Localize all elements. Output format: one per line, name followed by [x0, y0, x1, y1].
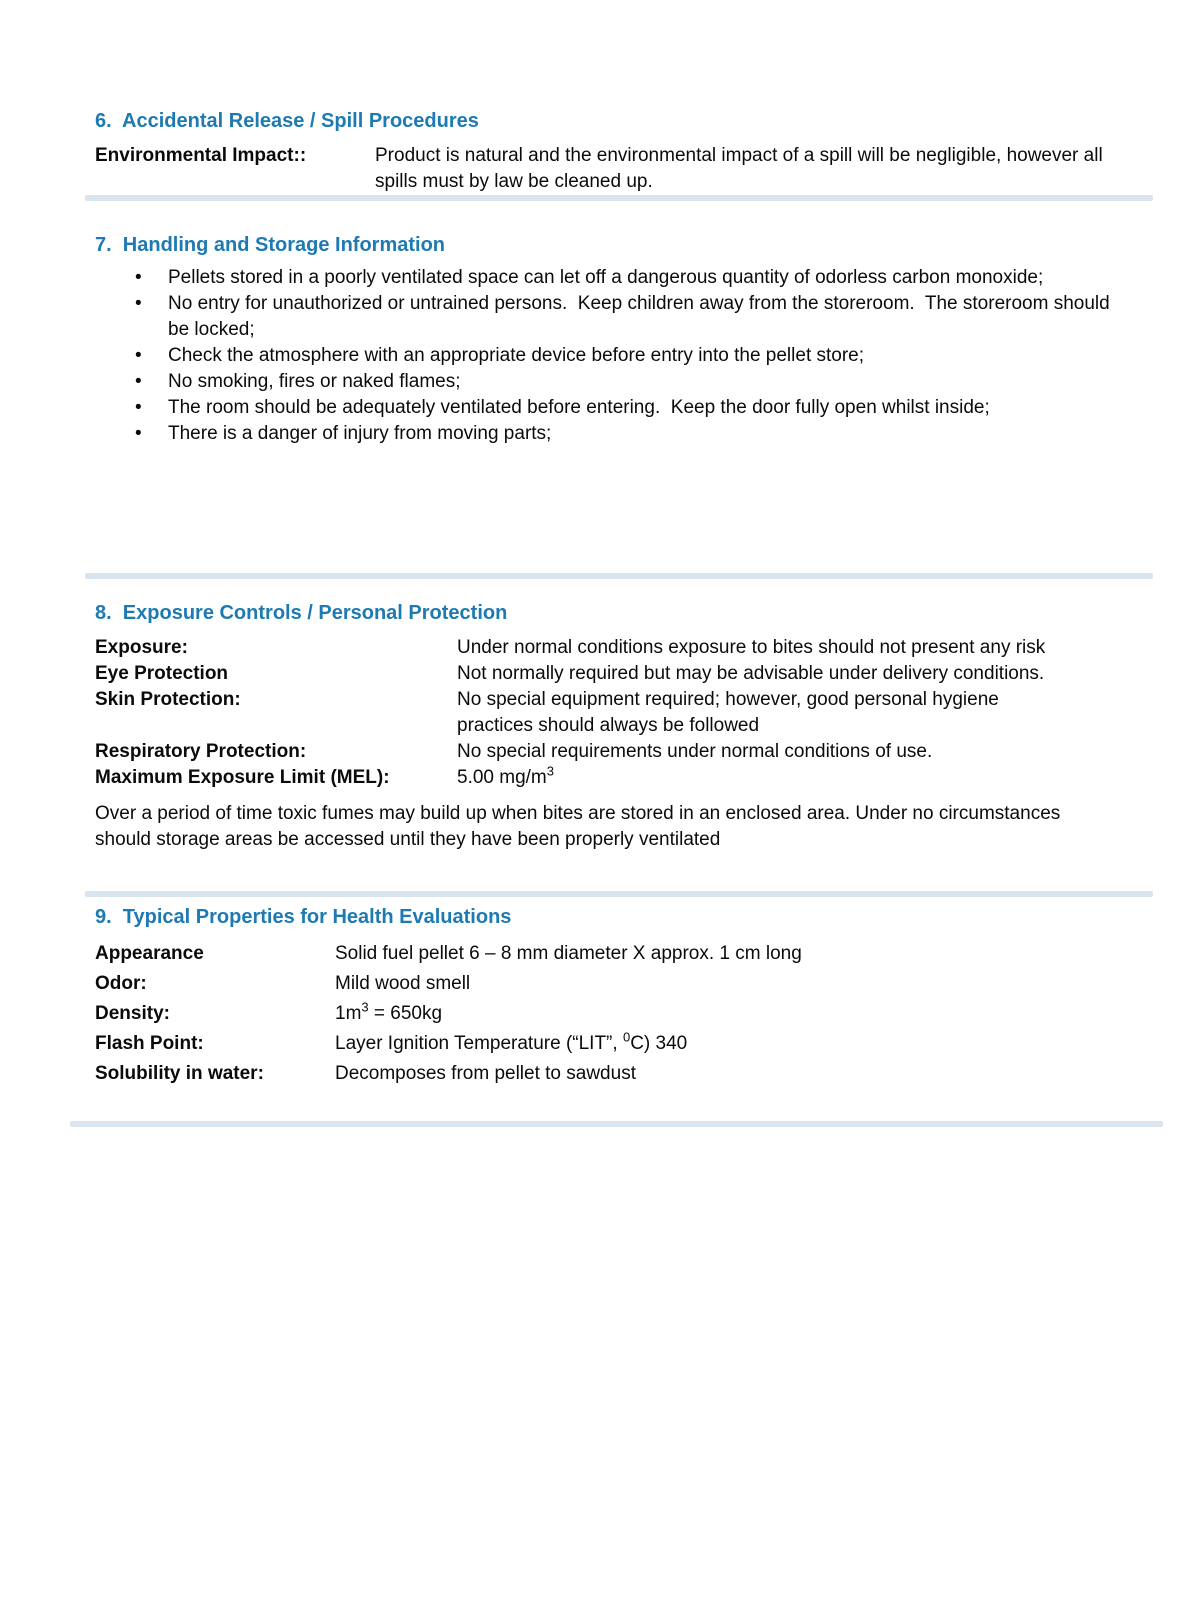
- page-content: [95, 0, 1135, 1127]
- row-value: Solid fuel pellet 6 – 8 mm diameter X approx. 1 cm long: [335, 943, 802, 964]
- list-item: [95, 395, 1135, 421]
- row-label: Eye Protection: [95, 663, 229, 684]
- section-divider: [85, 195, 1153, 201]
- section-divider: [85, 573, 1153, 579]
- row-label: Appearance: [95, 943, 204, 964]
- list-item: [95, 369, 1135, 395]
- bullet-icon: •: [135, 371, 142, 392]
- flash-point-value: Layer Ignition Temperature (“LIT”,: [335, 1033, 623, 1054]
- bullet-text: No entry for unauthorized or untrained persons. Keep children away from the storeroom. The storeroom should be locked;: [168, 293, 1115, 340]
- row-label: Exposure:: [95, 637, 188, 658]
- row-label: Maximum Exposure Limit (MEL):: [95, 767, 390, 788]
- row-value: [335, 1031, 1125, 1057]
- typical-properties-table: [95, 941, 1135, 1087]
- bullet-icon: •: [135, 345, 142, 366]
- section-6-heading: 6. Accidental Release / Spill Procedures: [95, 110, 479, 132]
- bullet-text: Pellets stored in a poorly ventilated space can let off a dangerous quantity of odorless carbon monoxide;: [168, 267, 1044, 288]
- table-row: [95, 1001, 1135, 1027]
- row-value: [335, 1001, 1125, 1027]
- row-label: Respiratory Protection:: [95, 741, 307, 762]
- list-item: [95, 343, 1135, 369]
- mel-value: 5.00 mg/m: [457, 767, 547, 788]
- exposure-controls-table: [95, 635, 1135, 791]
- superscript: 3: [546, 763, 554, 779]
- table-row: [95, 661, 1135, 687]
- storage-warning-note: Over a period of time toxic fumes may build up when bites are stored in an enclosed area. Under no circumstances should storage areas be accessed until they have been properly ventilated: [95, 803, 1066, 850]
- flash-point-value-suffix: C) 340: [630, 1033, 688, 1054]
- superscript: 0: [622, 1029, 631, 1045]
- table-row: [95, 1061, 1135, 1087]
- density-value-suffix: = 650kg: [368, 1003, 443, 1024]
- environmental-impact-value: Product is natural and the environmental impact of a spill will be negligible, however all spills must by law be cleaned up.: [375, 145, 1108, 192]
- table-row: [95, 687, 1135, 739]
- table-row: [95, 941, 1135, 967]
- row-value: Mild wood smell: [335, 973, 471, 994]
- list-item: [95, 265, 1135, 291]
- bullet-text: Check the atmosphere with an appropriate device before entry into the pellet store;: [168, 345, 865, 366]
- density-value: 1m: [335, 1003, 362, 1024]
- row-value: Under normal conditions exposure to bites should not present any risk: [457, 637, 1046, 658]
- section-9-heading: 9. Typical Properties for Health Evaluations: [95, 906, 512, 928]
- row-value: Decomposes from pellet to sawdust: [335, 1063, 636, 1084]
- section-8-heading: 8. Exposure Controls / Personal Protection: [95, 602, 508, 624]
- section-7-heading: 7. Handling and Storage Information: [95, 234, 446, 256]
- row-value: [457, 765, 1077, 791]
- row-value: Not normally required but may be advisable under delivery conditions.: [457, 663, 1045, 684]
- row-value: No special equipment required; however, good personal hygiene practices should always be followed: [457, 689, 1005, 736]
- bullet-text: The room should be adequately ventilated before entering. Keep the door fully open whilst inside;: [168, 397, 990, 418]
- row-label: Odor:: [95, 973, 147, 994]
- bullet-icon: •: [135, 397, 142, 418]
- list-item: [95, 291, 1135, 343]
- row-label: Solubility in water:: [95, 1063, 264, 1084]
- row-label: Flash Point:: [95, 1033, 204, 1054]
- row-label: Skin Protection:: [95, 689, 241, 710]
- section-divider: [85, 891, 1153, 897]
- section-divider: [70, 1121, 1163, 1127]
- bullet-text: There is a danger of injury from moving parts;: [168, 423, 552, 444]
- row-label: Density:: [95, 1003, 170, 1024]
- row-value: No special requirements under normal conditions of use.: [457, 741, 933, 762]
- superscript: 3: [361, 999, 369, 1015]
- table-row: [95, 971, 1135, 997]
- bullet-icon: •: [135, 267, 142, 288]
- bullet-text: No smoking, fires or naked flames;: [168, 371, 461, 392]
- handling-storage-bullet-list: [95, 265, 1135, 447]
- table-row: [95, 739, 1135, 765]
- bullet-icon: •: [135, 423, 142, 444]
- table-row: [95, 635, 1135, 661]
- environmental-impact-row: [95, 143, 1135, 195]
- environmental-impact-label: Environmental Impact::: [95, 145, 307, 166]
- list-item: [95, 421, 1135, 447]
- bullet-icon: •: [135, 293, 142, 314]
- table-row: [95, 1031, 1135, 1057]
- table-row: [95, 765, 1135, 791]
